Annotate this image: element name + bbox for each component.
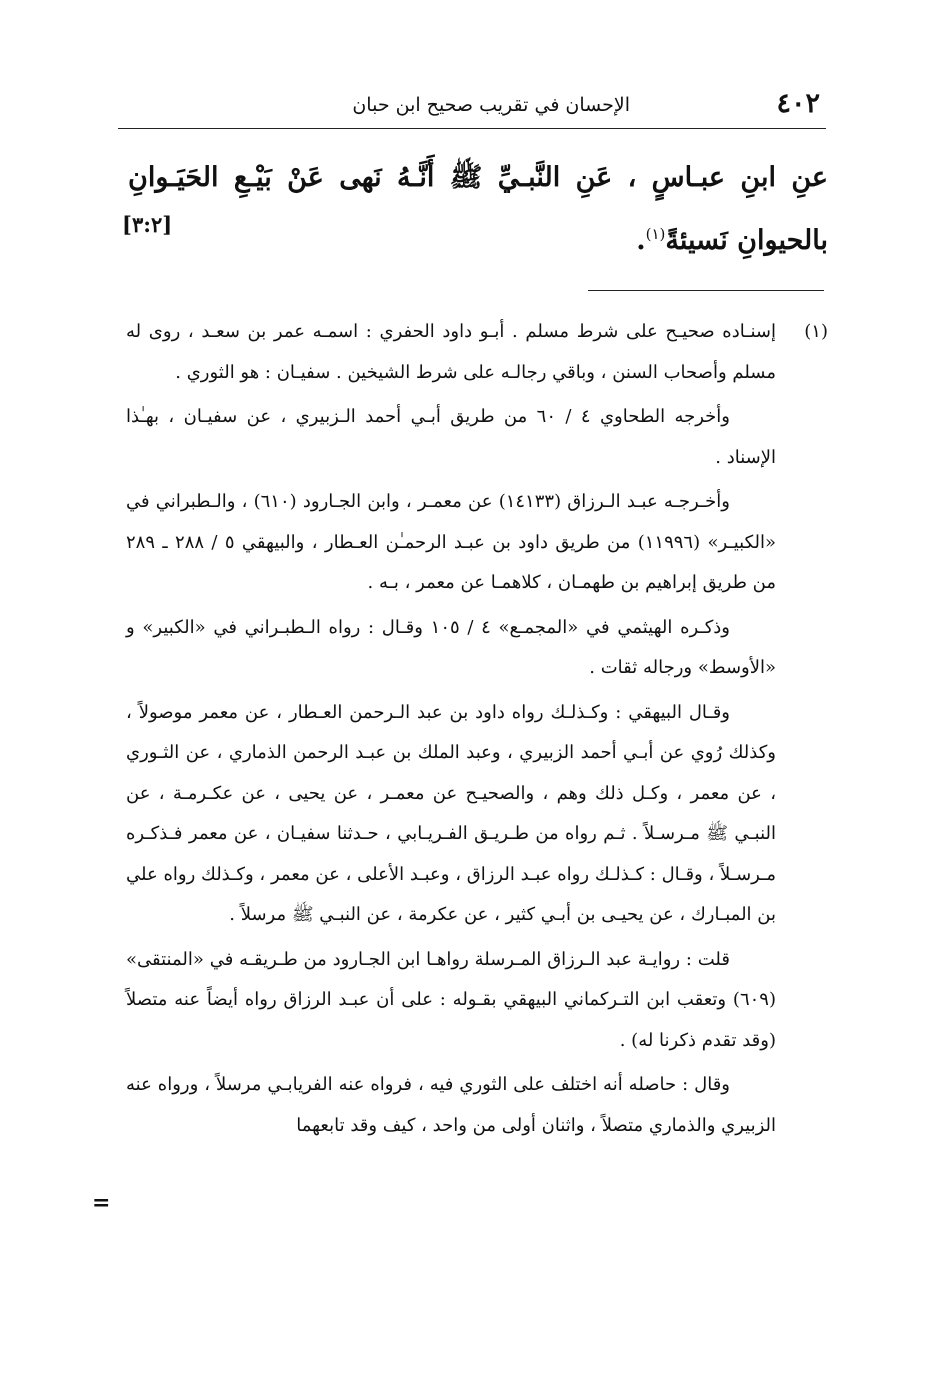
footnote-paragraph: قلت : روايـة عبد الـرزاق المـرسلة رواهـا ابن الجـارود من طـريقـه في «المنتقى» (٦٠٩) وتعقب ابن التـركماني البيهقي بقـوله : على أن عبـد الرزاق رواه أيضاً عنه متصلاً (وقد تقدم ذكرنا له) . <box>126 948 776 1051</box>
page-number: ٤٠٢ <box>776 88 820 119</box>
footnote-reference: (١) <box>645 225 666 243</box>
footnote-paragraph: إسنـاده صحيـح على شرط مسلم . أبـو داود الحفري : اسمـه عمر بن سعـد ، روى له مسلم وأصحاب السنن ، وباقي رجالـه على شرط الشيخين . سفيـان : هو الثوري . <box>126 321 776 383</box>
hadith-reference: [٣:٢] <box>122 212 173 237</box>
hadith-text <box>128 150 828 269</box>
hadith-end: . <box>636 225 646 256</box>
footnote <box>128 312 826 1150</box>
running-title: الإحسان في تقريب صحيح ابن حبان <box>352 94 630 116</box>
footnote-body <box>126 312 776 1146</box>
footnote-paragraph: وأخـرجـه عبـد الـرزاق (١٤١٣٣) عن معمـر ، وابن الجـارود (٦١٠) ، والـطبراني في «الكبيـر» (١١٩٩٦) من طريق داود بن عبـد الرحمـٰن العـطار ، والبيهقي ٥ / ٢٨٨ ـ ٢٨٩ من طريق إبراهيم بن طهمـان ، كلاهمـا عن معمر ، بـه . <box>126 491 777 593</box>
page-header <box>118 86 826 126</box>
header-divider <box>118 128 826 129</box>
footnote-marker: (١) <box>804 321 828 342</box>
footnote-paragraph: وذكـره الهيثمي في «المجمـع» ٤ / ١٠٥ وقـال : رواه الـطبـراني في «الكبير» و «الأوسط» ورجاله ثقات . <box>126 616 776 678</box>
continuation-mark: = <box>92 1190 111 1216</box>
footnote-paragraph: وقـال البيهقي : وكـذلـك رواه داود بن عبد الـرحمن العـطار ، عن معمر موصولاً ، وكذلك رُوي عن أبـي أحمد الزبيري ، وعبد الملك بن عبـد الرحمن الذماري ، عن الثـوري ، عن معمر ، وكـل ذلك وهم ، والصحيـح عن معمـر ، عن يحيى ، عن عكـرمـة ، عن النبـي ﷺ مـرسـلاً . ثـم رواه من طـريـق الفـريـابي ، حـدثنا سفيـان ، عن معمر فـذكـره مـرسـلاً ، وقـال : كـذلـك رواه عبـد الرزاق ، وعبـد الأعلى ، عن معمر ، وكـذلك رواه علي بن المبـارك ، عن يحيـى بن أبـي كثير ، عن عكرمة ، عن النبـي ﷺ مرسلاً . <box>126 701 776 925</box>
hadith-body: عنِ ابنِ عبـاسٍ ، عَنِ النَّبـيِّ ﷺ أَنَّـهُ نَهى عَنْ بَيْـعِ الحَيَـوانِ بالحيوانِ نَسيئةً <box>128 162 828 256</box>
footnote-paragraph: وقال : حاصله أنه اختلف على الثوري فيه ، فرواه عنه الفريابـي مرسلاً ، ورواه عنه الزبيري والذماري متصلاً ، واثنان أولى من واحد ، كيف وقد تابعهما <box>126 1074 776 1136</box>
footnote-divider <box>588 290 824 291</box>
footnote-paragraph: وأخرجه الطحاوي ٤ / ٦٠ من طريق أبـي أحمد الـزبيري ، عن سفيـان ، بهـٰذا الإسناد . <box>126 406 776 468</box>
